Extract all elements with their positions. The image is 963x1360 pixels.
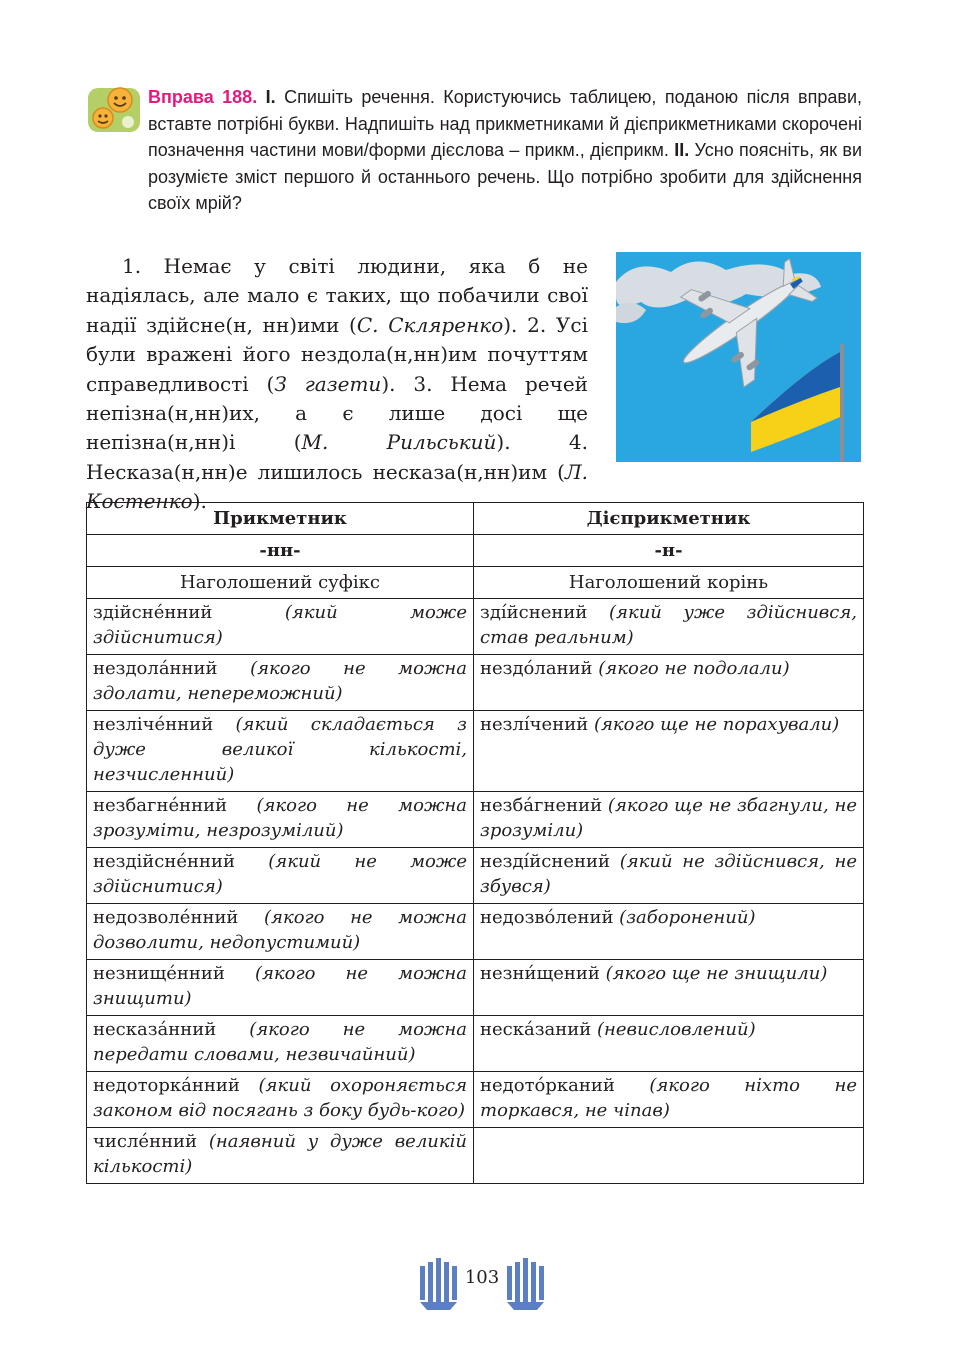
exercise-instructions xyxy=(148,84,862,217)
sentence-3-text: 3. Нема речей непізна(н,нн)их, а є лише досі ще непізна(н,нн)і ( xyxy=(86,371,588,455)
part2-text: Усно поясніть, як ви розумієте зміст першого й останнього речень. Що потрібно зробити для здійснення своїх мрій? xyxy=(148,140,863,213)
participle-gloss: (якого ще не порахували) xyxy=(593,714,840,735)
table-suffix-row xyxy=(87,535,864,567)
table-row xyxy=(87,1128,864,1184)
sentence-2-author: З газети xyxy=(274,371,382,396)
sentence-2-text: 2. Усі були вражені його нездола(н,нн)им почуттям справедливості ( xyxy=(86,312,588,396)
part2-marker: II. xyxy=(674,140,690,160)
participle-gloss: (якого не подолали) xyxy=(598,658,790,679)
part1-marker: I. xyxy=(265,87,276,107)
participle-gloss: (якого ще не збагнули, не зрозуміли) xyxy=(480,795,857,841)
stress-participle: Наголошений корінь xyxy=(474,567,864,599)
header-adjective: Прикметник xyxy=(87,503,474,535)
adjective-cell xyxy=(87,1016,474,1072)
adjective-word: недозволе́нний xyxy=(93,907,239,928)
part1-text: Спишіть речення. Користуючись таблицею, поданою після вправи, вставте потрібні букви. Надпишіть над прикметниками й дієприкметниками скорочені позначення частини мови/форми дієслова – прикм., дієприкм. xyxy=(148,87,862,160)
participle-word: незбáгнений xyxy=(480,795,603,816)
sentence-4-end: ). xyxy=(192,489,207,514)
adjective-word: здійсне́нний xyxy=(93,602,213,623)
adjective-word: незліче́нний xyxy=(93,714,214,735)
sentence-1-author: С. Скляренко xyxy=(356,312,504,337)
adjective-word: нездійсне́нний xyxy=(93,851,236,872)
sentence-3-author: М. Рильський xyxy=(301,430,497,455)
adjective-word: числе́нний xyxy=(93,1131,198,1152)
adjective-gloss: (який не може здійснитися) xyxy=(93,851,467,897)
participle-gloss: (заборонений) xyxy=(619,907,756,928)
adjective-gloss: (наявний у дуже великій кількості) xyxy=(93,1131,467,1177)
exercise-sentences xyxy=(86,252,588,517)
table-row xyxy=(87,711,864,792)
adjective-word: нездола́нний xyxy=(93,658,218,679)
participle-cell xyxy=(474,848,864,904)
participle-gloss: (якого ще не знищили) xyxy=(605,963,828,984)
participle-cell xyxy=(474,792,864,848)
sentence-1-end: ). xyxy=(503,312,528,337)
sentence-2-end: ). xyxy=(381,371,414,396)
sentences-paragraph xyxy=(86,252,588,517)
participle-word: незни́щений xyxy=(480,963,600,984)
suffix-table xyxy=(86,502,864,1184)
participle-cell xyxy=(474,1072,864,1128)
adjective-cell xyxy=(87,711,474,792)
smiley-faces-icon xyxy=(86,80,142,136)
adjective-gloss: (який може здійснитися) xyxy=(93,602,467,648)
adjective-gloss: (якого не можна передати словами, незвичайний) xyxy=(93,1019,467,1065)
adjective-cell xyxy=(87,1072,474,1128)
participle-word: здíйснений xyxy=(480,602,588,623)
participle-word: нескáзаний xyxy=(480,1019,592,1040)
participle-cell xyxy=(474,655,864,711)
participle-cell xyxy=(474,904,864,960)
table-row xyxy=(87,655,864,711)
adjective-word: несказа́нний xyxy=(93,1019,217,1040)
participle-word: нездо́ланий xyxy=(480,658,593,679)
participle-cell xyxy=(474,1128,864,1184)
adjective-gloss: (якого не можна дозволити, недопустимий) xyxy=(93,907,467,953)
table-header-row xyxy=(87,503,864,535)
participle-gloss: (якого ніхто не торкався, не чіпав) xyxy=(480,1075,857,1121)
adjective-gloss: (який охороняється законом від посягань з боку будь-кого) xyxy=(93,1075,467,1121)
adjective-cell xyxy=(87,848,474,904)
adjective-cell xyxy=(87,1128,474,1184)
sentence-4-text: 4. Несказа(н,нн)е лишилось несказа(н,нн)им ( xyxy=(86,430,588,484)
adjective-word: недоторка́нний xyxy=(93,1075,240,1096)
table-row xyxy=(87,848,864,904)
suffix-participle: -н- xyxy=(474,535,864,567)
participle-word: незлíчений xyxy=(480,714,589,735)
airplane-flag-illustration xyxy=(616,252,861,462)
participle-gloss: (невисловлений) xyxy=(597,1019,756,1040)
adjective-gloss: (якого не можна знищити) xyxy=(93,963,467,1009)
adjective-cell xyxy=(87,655,474,711)
participle-gloss: (який не здійснився, не збувся) xyxy=(480,851,857,897)
table-row xyxy=(87,599,864,655)
suffix-adjective: -нн- xyxy=(87,535,474,567)
header-participle: Дієприкметник xyxy=(474,503,864,535)
exercise-label: Вправа 188. xyxy=(148,87,258,107)
adjective-word: незбагне́нний xyxy=(93,795,228,816)
participle-gloss: (який уже здійснився, став реальним) xyxy=(480,602,857,648)
participle-word: недозво́лений xyxy=(480,907,614,928)
page-number: 103 xyxy=(464,1267,500,1288)
table-row xyxy=(87,904,864,960)
participle-cell xyxy=(474,599,864,655)
table-row xyxy=(87,1072,864,1128)
adjective-gloss: (який складається з дуже великої кількості, незчисленний) xyxy=(93,714,467,785)
adjective-word: незнище́нний xyxy=(93,963,225,984)
table-row xyxy=(87,960,864,1016)
adjective-gloss: (якого не можна зрозуміти, незрозумілий) xyxy=(93,795,467,841)
table-stress-row xyxy=(87,567,864,599)
sentence-1-text: 1. Немає у світі людини, яка б не надіялась, але мало є таких, що побачили свої надії здійсне(н, нн)ими ( xyxy=(86,254,588,337)
table-row xyxy=(87,1016,864,1072)
participle-word: недото́рканий xyxy=(480,1075,615,1096)
adjective-gloss: (якого не можна здолати, непереможний) xyxy=(93,658,467,704)
table-row xyxy=(87,792,864,848)
participle-cell xyxy=(474,960,864,1016)
sentence-3-end: ). xyxy=(496,430,569,455)
adjective-cell xyxy=(87,599,474,655)
participle-cell xyxy=(474,711,864,792)
participle-word: нездíйснений xyxy=(480,851,611,872)
stress-adjective: Наголошений суфікс xyxy=(87,567,474,599)
adjective-cell xyxy=(87,904,474,960)
sentence-4-author: Л. Костенко xyxy=(86,459,588,514)
participle-cell xyxy=(474,1016,864,1072)
adjective-cell xyxy=(87,792,474,848)
adjective-cell xyxy=(87,960,474,1016)
